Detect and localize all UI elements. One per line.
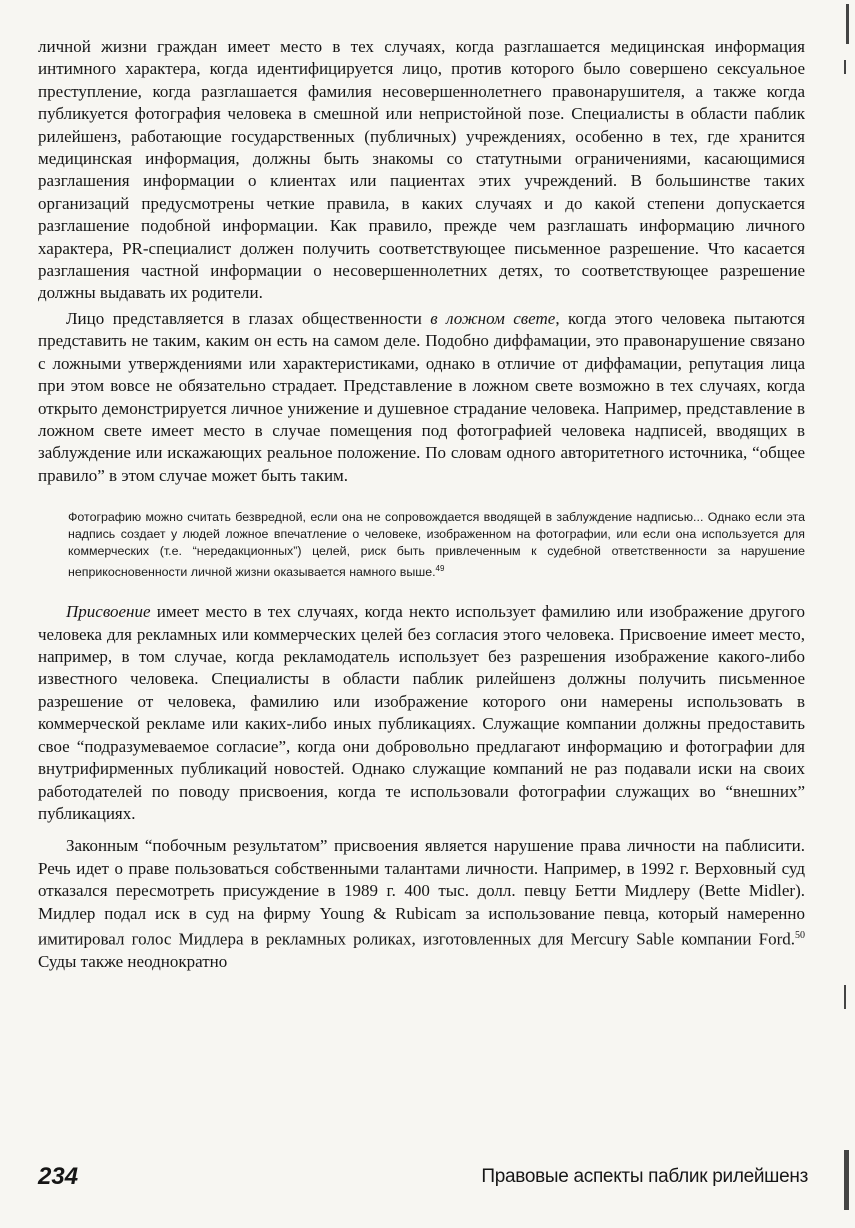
page-number: 234 (38, 1163, 79, 1190)
term-false-light: в ложном свете (430, 308, 556, 328)
page-body (38, 36, 805, 973)
block-quote: Фотографию можно считать безвредной, если она не сопровождается вводящей в заблуждение надписью... Однако если эта надпись создает у людей ложное впечатление о человеке, изображенном на фотографии, или если она используется для коммерческих (т.е. “нередакционных”) целей, риск быть привлеченным к судебной ответственности за нарушение неприкосновенности личной жизни оказывается намного выше.$^{49}$ (68, 510, 805, 580)
page-footer (38, 1163, 808, 1195)
paragraph-false-light: Лицо представляется в глазах общественности в ложном свете, когда этого человека пытаются представить не таким, каким он есть на самом деле. Подобно диффамации, это правонарушение связано с ложными утверждениями или характеристиками, однако в отличие от диффамации, репутация лица при этом вовсе не обязательно страдает. Представление в ложном свете возможно в тех случаях, когда открыто демонстрируется личное унижение и душевное страдание человека. Например, представление в ложном свете имеет место в случае помещения под фотографией человека надписей, вводящих в заблуждение или искажающих реальное положение. По словам одного авторитетного источника, “общее правило” в этом случае может быть таким. (38, 308, 805, 485)
paragraph-privacy-disclosure: личной жизни граждан имеет место в тех случаях, когда разглашается медицинская информация интимного характера, когда идентифицируется лицо, против которого было совершено сексуальное преступление, когда разглашается фамилия несовершеннолетнего правонарушителя, а также когда публикуется фотография человека в смешной или непристойной позе. Специалисты в области паблик рилейшенз, работающие государственных (публичных) учреждениях, особенно в тех, где хранится медицинская информация, должны быть знакомы со статутными ограничениями, касающимися разглашения информации о клиентах или пациентах этих учреждений. В большинстве таких организаций предусмотрены четкие правила, в каких случаях и до какой степени допускается разглашение подобной информации. Как правило, прежде чем разглашать информацию личного характера, PR-специалист должен получить соответствующее письменное разрешение. Что касается разглашения частной информации о несовершеннолетних детях, то соответствующее разрешение должны выдавать их родители. (38, 37, 805, 303)
footnote-ref: 50 (795, 929, 805, 941)
paragraph-appropriation: Присвоение имеет место в тех случаях, когда некто использует фамилию или изображение другого человека для рекламных или коммерческих целей без согласия этого человека. Присвоение имеет место, например, в том случае, когда рекламодатель использует без разрешения изображение какого-либо известного человека. Специалисты в области паблик рилейшенз должны получить письменное разрешение от человека, фамилию или изображение которого они намерены использовать в коммерческой рекламе или каких-либо иных публикациях. Служащие компании должны предоставить свое “подразумеваемое согласие”, когда они добровольно предлагают информацию и фотографии для внутрифирменных публикаций новостей. Однако служащие компаний не раз подавали иски на своих работодателей по поводу присвоения, когда те использовали фотографии служащих во “внешних” публикациях. (38, 602, 805, 823)
paragraph-right-of-publicity: Законным “побочным результатом” присвоения является нарушение права личности на паблисити. Речь идет о праве пользоваться собственными талантами личности. Например, в 1992 г. Верховный суд отказался пересмотреть присуждение в 1989 г. 400 тыс. долл. певцу Бетти Мидлеру (Bette Midler). Мидлер подал иск в суд на фирму Young & Rubicam за использование певца, который намеренно имитировал голос Мидлера в рекламных роликах, изготовленных для Mercury Sable компании Ford.$^{50}$ Суды также неоднократно (38, 836, 805, 971)
term-appropriation: Присвоение (66, 602, 151, 622)
running-title: Правовые аспекты паблик рилейшенз (481, 1166, 808, 1187)
footnote-ref: 49 (435, 564, 445, 574)
scan-edge-marks (837, 0, 855, 1228)
